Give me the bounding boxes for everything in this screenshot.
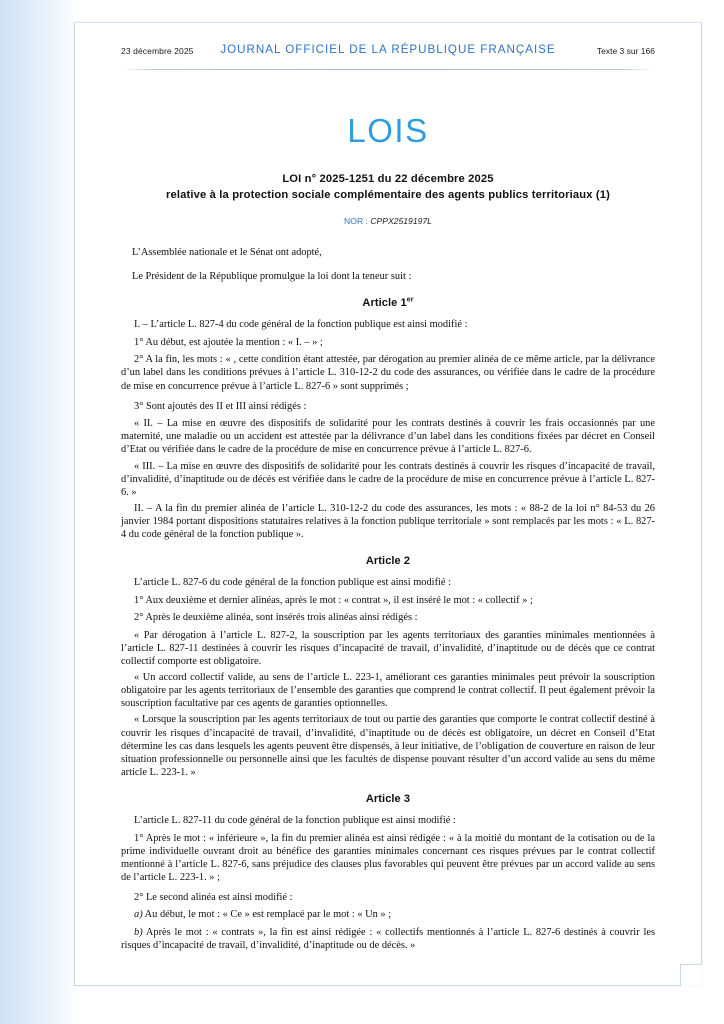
nor-label: NOR : [344, 216, 371, 226]
article-1-paragraph-7: II. – A la fin du premier alinéa de l’article L. 310-12-2 du code des assurances, les mots : « 88-2 de la loi n° 84-53 du 26 janvier 1984 portant dispositions statutaires relatives à la fonction publique territoriale » sont remplacés par les mots : « L. 827-4 du code général de la fonction publique ». [121, 502, 655, 540]
article-heading-3-text: Article 3 [365, 792, 411, 805]
section-title: LOIS [347, 112, 429, 149]
article-1-paragraph-6: « III. – La mise en œuvre des dispositifs de solidarité pour les contrats destinés à couvrir les risques d’incapacité de travail, d’invalidité, d’inaptitude ou de décès est vérifiée dans le cadre de la procédure de mise en concurrence prévue à l’article L. 827-6. » [121, 460, 655, 498]
document-page [74, 22, 702, 986]
article-heading-3 [121, 793, 655, 805]
article-1-paragraph-5: « II. – La mise en œuvre des dispositifs de solidarité pour les contrats destinés à couvrir les frais occasionnés par une maternité, une maladie ou un accident est attestée par la délivrance d’un label dans les conditions fixées par décret en Conseil d’Etat ou vérifiée dans le cadre de la procédure de mise en concurrence prévue à l’article L. 827-6. [121, 418, 655, 456]
article-heading-1 [121, 297, 655, 309]
law-title [75, 172, 701, 203]
article-1-paragraph-4: 3° Sont ajoutés des II et III ainsi rédigés : [134, 400, 307, 412]
sub-item-marker: a) [134, 909, 143, 921]
article-2-paragraph-2: 1° Aux deuxième et dernier alinéas, après le mot : « contrat », il est inséré le mot : « collectif » ; [134, 594, 533, 606]
journal-title: JOURNAL OFFICIEL DE LA RÉPUBLIQUE FRANÇAISE [220, 43, 556, 56]
running-head [121, 43, 655, 65]
text-reference: Texte 3 sur 166 [596, 46, 655, 56]
article-3-paragraph-2: 1° Après le mot : « inférieure », la fin du premier alinéa est ainsi rédigée : « à la moitié du montant de la cotisation ou de la prime individuelle ouvrant droit au bénéfice des garanties minimales concernant ces risques prévues par le contrat collectif mentionné à l’article L. 827-6, sans préjudice des clauses plus favorables qui peuvent être prévues par un accord valide au sens de l’article L. 223-1. » ; [121, 832, 655, 883]
sub-item-text: Après le mot : « contrats », la fin est ainsi rédigée : « collectifs mentionnés à l’article L. 827-6 destinés à couvrir les risques d’incapacité de travail, d’invalidité, d’inaptitude ou de décès. » [121, 927, 655, 952]
article-1-paragraph-3: 2° A la fin, les mots : « , cette condition étant attestée, par dérogation au premier alinéa de ce même article, par la délivrance d’un label dans les conditions prévues à l’article L. 310-12-2 du code des assurances, ou vérifiée dans le cadre de la procédure de mise en concurrence prévue à l’article L. 827-6 » sont supprimés ; [121, 354, 655, 392]
preamble-line-1: L’Assemblée nationale et le Sénat ont adopté, [132, 247, 322, 258]
viewer-left-margin [0, 0, 74, 1024]
article-1-paragraph-2: 1° Au début, est ajoutée la mention : « I. – » ; [134, 336, 323, 348]
article-3-paragraph-3: 2° Le second alinéa est ainsi modifié : [134, 891, 293, 903]
sub-item-text: Au début, le mot : « Ce » est remplacé par le mot : « Un » ; [142, 909, 392, 921]
article-2-paragraph-4: « Par dérogation à l’article L. 827-2, la souscription par les agents territoriaux des garanties minimales mentionnées à l’article L. 827-11 destinées à couvrir les risques d’incapacité de travail, d’invalidité, d’inaptitude ou de décès que ce contrat collectif comporte est obligatoire. [121, 629, 655, 668]
article-heading-1-text: Article 1 [362, 297, 407, 310]
nor-line [75, 216, 701, 226]
article-2-paragraph-1: L’article L. 827-6 du code général de la fonction publique est ainsi modifié : [134, 577, 452, 589]
article-2-paragraph-6: « Lorsque la souscription par les agents territoriaux de tout ou partie des garanties que comporte le contrat collectif destiné à couvrir les risques d’incapacité de travail, d’invalidité, d’inaptitude ou de décès est obligatoire, un décret en Conseil d’Etat détermine les cas dans lesquels les agents peuvent être dispensés, à leur initiative, de l’obligation de couverture en raison de leur situation professionnelle ou personnelle ainsi que les facultés de dispense pouvant résulter d’un accord valide au sens du même article L. 223-1. » [121, 714, 655, 778]
header-divider [121, 69, 655, 70]
article-2-paragraph-3: 2° Après le deuxième alinéa, sont insérés trois alinéas ainsi rédigés : [134, 612, 418, 624]
publication-date: 23 décembre 2025 [121, 46, 194, 56]
document-body [121, 226, 655, 952]
preamble-line-2: Le Président de la République promulgue la loi dont la teneur suit : [132, 271, 412, 283]
law-title-line2: relative à la protection sociale complémentaire des agents publics territoriaux (1) [166, 188, 610, 201]
nor-value: CPPX2519197L [370, 216, 432, 226]
article-3-paragraph-1: L’article L. 827-11 du code général de la fonction publique est ainsi modifié : [134, 814, 456, 826]
article-1-paragraph-1: I. – L’article L. 827-4 du code général de la fonction publique est ainsi modifié : [134, 319, 468, 331]
article-heading-1-sup: er [406, 296, 414, 304]
article-3-paragraph-5 [121, 926, 655, 952]
law-title-line1: LOI n° 2025-1251 du 22 décembre 2025 [282, 173, 494, 185]
article-3-paragraph-4 [121, 908, 655, 921]
sub-item-marker: b) [134, 927, 143, 939]
page-corner-fold [680, 964, 702, 986]
article-2-paragraph-5: « Un accord collectif valide, au sens de l’article L. 223-1, améliorant ces garanties minimales peut prévoir la souscription obligatoire par les agents territoriaux de l’ensemble des garanties que comprend le contrat collectif. Il peut également prévoir la souscription facultative par ces agents de garanties optionnelles. [121, 672, 655, 710]
article-heading-2-text: Article 2 [365, 555, 411, 568]
article-heading-2 [121, 555, 655, 567]
